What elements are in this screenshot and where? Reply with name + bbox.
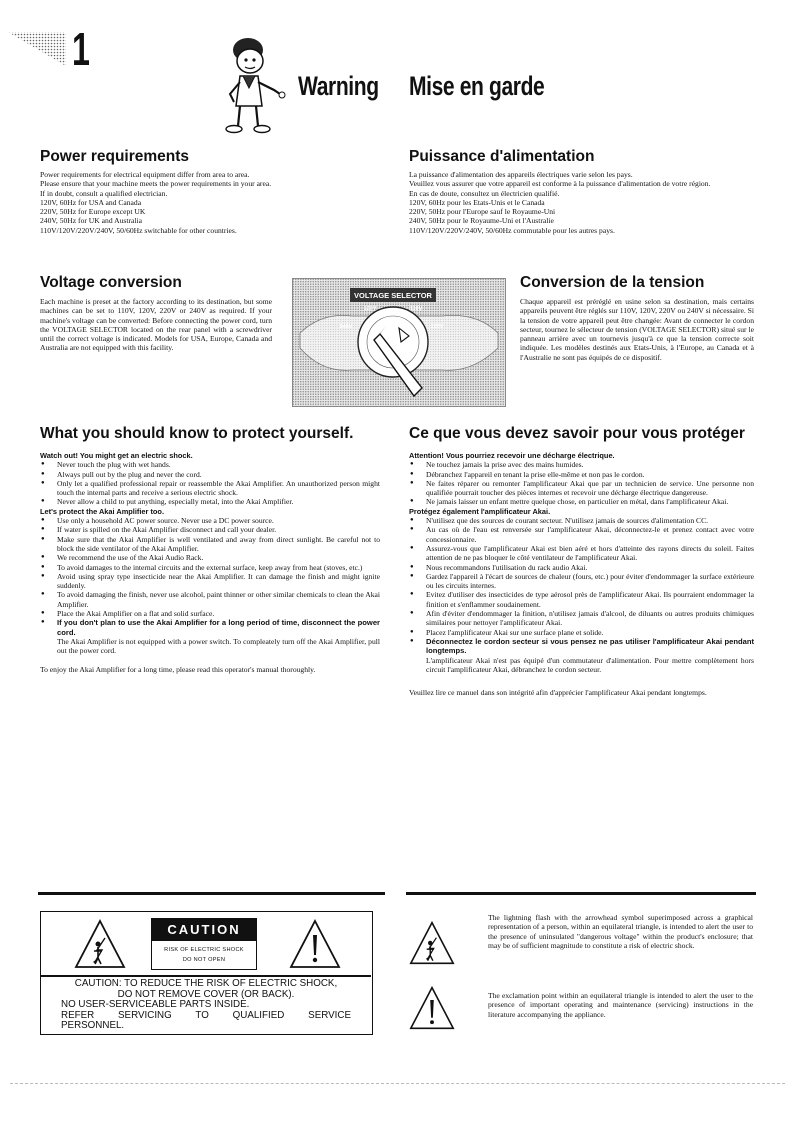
voltage-text-en: Each machine is preset at the factory according to its destination, but some machines can be set to 110V, 120V, 220V or 240V as required. If your machine's voltage can be converted: Before connecting the power cord, turn the VOLTAGE SELECTOR located on the rear panel with a screwdriver until the correct voltage is indicated. Models for USA, Europe, Canada and Australia are not equipped with this facility.: [40, 297, 272, 353]
power-text-en: [40, 170, 380, 235]
section-divider-right: [406, 892, 756, 895]
chapter-number: 1: [72, 23, 90, 75]
list-item: ● Placez l'amplificateur Akai sur une surface plane et solide.: [409, 628, 754, 637]
lightning-symbol-text: The lightning flash with the arrowhead symbol superimposed across a graphical representation of a person, within an equilateral triangle, is intended to alert the user to the presence of uninsulated "dangerous voltage" within the product's enclosure; that may be of sufficient magnitude to constitute a risk of electric shock.: [488, 913, 753, 950]
protect-title-en: What you should know to protect yourself.: [40, 425, 354, 442]
list-item: ● N'utilisez que des sources de courant secteur. N'utilisez jamais de sources d'alimentation CC.: [409, 516, 754, 525]
lightning-warning-icon: [73, 918, 127, 970]
list-item-bold: ● Déconnectez le cordon secteur si vous pensez ne pas utiliser l'amplificateur Akai pendant longtemps.: [426, 636, 754, 656]
mascot-figure-icon: [218, 36, 290, 136]
list-item: ● Place the Akai Amplifier on a flat and solid surface.: [40, 609, 380, 618]
protect-body-fr: [409, 451, 754, 697]
caution-text: [61, 979, 351, 1032]
caution-risk-line-1: RISK OF ELECTRIC SHOCK: [164, 947, 244, 953]
power-line: 220V, 50Hz for Europe except UK: [40, 207, 146, 217]
protect-list-fr-1: [409, 460, 754, 506]
power-line: 120V, 60Hz for USA and Canada: [40, 197, 142, 207]
list-item: ● Gardez l'appareil à l'écart de sources de chaleur (fours, etc.) pour éviter d'endommager la surface extérieure ou les circuits internes.: [409, 572, 754, 591]
power-text-fr: [409, 170, 754, 235]
list-item: ● To avoid damages to the internal circuits and the external surface, keep away from heat (stoves, etc.): [40, 563, 380, 572]
caution-line: DO NOT REMOVE COVER (OR BACK).: [117, 988, 295, 1000]
list-item: ● We recommend the use of the Akai Audio Rack.: [40, 553, 380, 562]
list-item: ● Débranchez l'appareil en tenant la prise elle-même et non pas le cordon.: [409, 470, 754, 479]
voltage-label-240: 240V: [339, 324, 353, 330]
protect-list-en-1: [40, 460, 380, 506]
voltage-selector-figure: [292, 278, 506, 407]
power-line: 110V/120V/220V/240V, 50/60Hz switchable for other countries.: [40, 225, 237, 235]
voltage-title-en: Voltage conversion: [40, 274, 182, 291]
scan-artifact-line: [10, 1083, 785, 1084]
list-item: ● Ne touchez jamais la prise avec des mains humides.: [409, 460, 754, 469]
voltage-title-fr: Conversion de la tension: [520, 274, 705, 291]
caution-box: [40, 911, 373, 1035]
caution-line: CAUTION: TO REDUCE THE RISK OF ELECTRIC SHOCK,: [74, 978, 338, 989]
list-item: ● Au cas où de l'eau est renversée sur l'amplificateur Akai, déconnectez-le et prenez contact avec votre concessionnaire.: [409, 525, 754, 544]
voltage-text-fr: Chaque appareil est préréglé en usine selon sa destination, mais certains appareils peuvent être réglés sur 110V, 120V, 220V ou 240V si nécessaire. Si la tension de votre appareil peut être changée: Avant de connecter le cordon secteur, tournez le sélecteur de tension (VOLTAGE SELECTOR) situé sur le panneau arrière avec un tournevis jusqu'à ce que la tension correcte soit indiquée. Les modèles destinés aux Etats-Unis, à l'Europe, au Canada et à l'Australie ne sont pas équipés de ce dispositif.: [520, 297, 754, 362]
lightning-symbol-icon: [408, 920, 456, 966]
caution-badge-panel: [151, 918, 257, 970]
protect-list-fr-2: [409, 516, 754, 674]
caution-badge: CAUTION: [152, 919, 256, 941]
voltage-label-220: 220V: [430, 324, 444, 330]
list-item: ● Only let a qualified professional repair or reassemble the Akai Amplifier. An unauthorized person might touch the internal parts and receive a serious electric shock.: [40, 479, 380, 498]
list-item: ● Always pull out by the plug and never the cord.: [40, 470, 380, 479]
list-item: ● If water is spilled on the Akai Amplifier disconnect and call your dealer.: [40, 525, 380, 534]
power-line: 240V, 50Hz pour le Royaume-Uni et l'Australie: [409, 216, 554, 226]
power-line: 240V, 50Hz for UK and Australia: [40, 216, 142, 226]
power-line: 120V, 60Hz pour les Etats-Unis et le Canada: [409, 197, 545, 207]
list-item: ● Never touch the plug with wet hands.: [40, 460, 380, 469]
list-item: [40, 618, 380, 655]
protect-subheading: Let's protect the Akai Amplifier too.: [40, 506, 164, 516]
list-item: ● Assurez-vous que l'amplificateur Akai est bien aéré et hors d'atteinte des rayons directs du soleil. Faites attention de ne pas bloquer le côté ventilateur de l'amplificateur Akai.: [409, 544, 754, 563]
list-item-bold: ● If you don't plan to use the Akai Amplifier for a long period of time, disconnect the power cord.: [57, 618, 380, 637]
list-item: ● Evitez d'utiliser des insecticides de type aérosol près de l'amplificateur Akai. Ils pourraient endommager la finition et s'enflammer soudainement.: [409, 590, 754, 609]
protect-list-en-2: [40, 516, 380, 655]
list-item: ● Avoid using spray type insecticide near the Akai Amplifier. It can damage the finish and might ignite suddenly.: [40, 572, 380, 591]
power-line: La puissance d'alimentation des appareils électriques varie selon les pays.: [409, 170, 633, 179]
exclamation-symbol-icon: [408, 985, 456, 1031]
power-line: 220V, 50Hz pour l'Europe sauf le Royaume-Uni: [409, 207, 556, 217]
protect-body-en: [40, 451, 380, 674]
caution-inner-divider: [41, 975, 371, 977]
voltage-label-120: 120V: [363, 306, 377, 312]
caution-line: PERSONNEL.: [61, 1020, 125, 1031]
list-item: [409, 637, 754, 674]
warning-heading-fr: Mise en garde: [409, 71, 545, 101]
exclamation-warning-icon: [288, 918, 342, 970]
protect-title-fr: Ce que vous devez savoir pour vous protéger: [409, 425, 745, 442]
list-item: ● Make sure that the Akai Amplifier is well ventilated and away from direct sunlight. Be careful not to block the side ventilator of the Akai Amplifier.: [40, 535, 380, 554]
power-title-en: Power requirements: [40, 148, 190, 165]
caution-line: NO USER-SERVICEABLE PARTS INSIDE.: [61, 999, 250, 1010]
list-item: ● Never allow a child to put anything, especially metal, into the Akai Amplifier.: [40, 497, 380, 506]
protect-subheading: Watch out! You might get an electric shock.: [40, 451, 193, 460]
protect-closing-en: To enjoy the Akai Amplifier for a long time, please read this operator's manual thoroughly.: [40, 664, 316, 674]
corner-triangle-mark: [8, 30, 68, 70]
warning-heading-en: Warning: [298, 71, 379, 101]
voltage-label-110: 110V: [409, 306, 423, 312]
list-item: ● Use only a household AC power source. Never use a DC power source.: [40, 516, 380, 525]
protect-closing-fr: Veuillez lire ce manuel dans son intégrité afin d'apprécier l'amplificateur Akai pendant longtemps.: [409, 688, 707, 698]
protect-subheading: Attention! Vous pourriez recevoir une décharge électrique.: [409, 451, 615, 460]
caution-line: REFER SERVICING TO QUALIFIED SERVICE: [61, 1009, 351, 1021]
list-item: ● Ne jamais laisser un enfant mettre quelque chose, en particulier en métal, dans l'amplificateur Akai.: [409, 497, 754, 506]
list-item-text: L'amplificateur Akai n'est pas équipé d'un commutateur d'alimentation. Pour mettre complètement hors circuit l'amplificateur Akai, débranchez le cordon secteur.: [426, 655, 754, 674]
list-item: ● To avoid damaging the finish, never use alcohol, paint thinner or other similar chemicals to clean the Akai Amplifier.: [40, 590, 380, 609]
caution-risk-line-2: DO NOT OPEN: [182, 957, 226, 963]
power-line: Please ensure that your machine meets the power requirements in your area.: [40, 179, 272, 189]
section-divider-left: [38, 892, 385, 895]
power-title-fr: Puissance d'alimentation: [409, 148, 595, 165]
exclamation-symbol-text: The exclamation point within an equilateral triangle is intended to alert the user to the presence of important operating and maintenance (servicing) instructions in the literature accompanying the appliance.: [488, 991, 753, 1019]
list-item-text: The Akai Amplifier is not equipped with a power switch. To compleately turn off the Akai Amplifier, pull out the power cord.: [57, 636, 380, 656]
power-line: Power requirements for electrical equipment differ from area to area.: [40, 170, 250, 179]
power-line: Veuillez vous assurer que votre appareil est conforme à la puissance d'alimentation de votre région.: [409, 179, 711, 189]
power-line: If in doubt, consult a qualified electrician.: [40, 188, 168, 198]
protect-subheading: Protégez également l'amplificateur Akai.: [409, 506, 551, 516]
list-item: ● Afin d'éviter d'endommager la finition, n'utilisez jamais d'alcool, de diluants ou autres produits chimiques similaires pour nettoyer l'amplificateur Akai.: [409, 609, 754, 628]
list-item: ● Ne faites réparer ou remonter l'amplificateur Akai que par un technicien de service. Une personne non qualifiée pourrait toucher des pièces internes et recevoir une décharge électrique dangereuse.: [409, 479, 754, 498]
power-line: 110V/120V/220V/240V, 50/60Hz commutable pour les autres pays.: [409, 225, 615, 235]
power-line: En cas de doute, consultez un électricien qualifié.: [409, 188, 560, 198]
voltage-selector-label: VOLTAGE SELECTOR: [354, 291, 432, 300]
list-item: ● Nous recommandons l'utilisation du rack audio Akai.: [409, 563, 754, 572]
